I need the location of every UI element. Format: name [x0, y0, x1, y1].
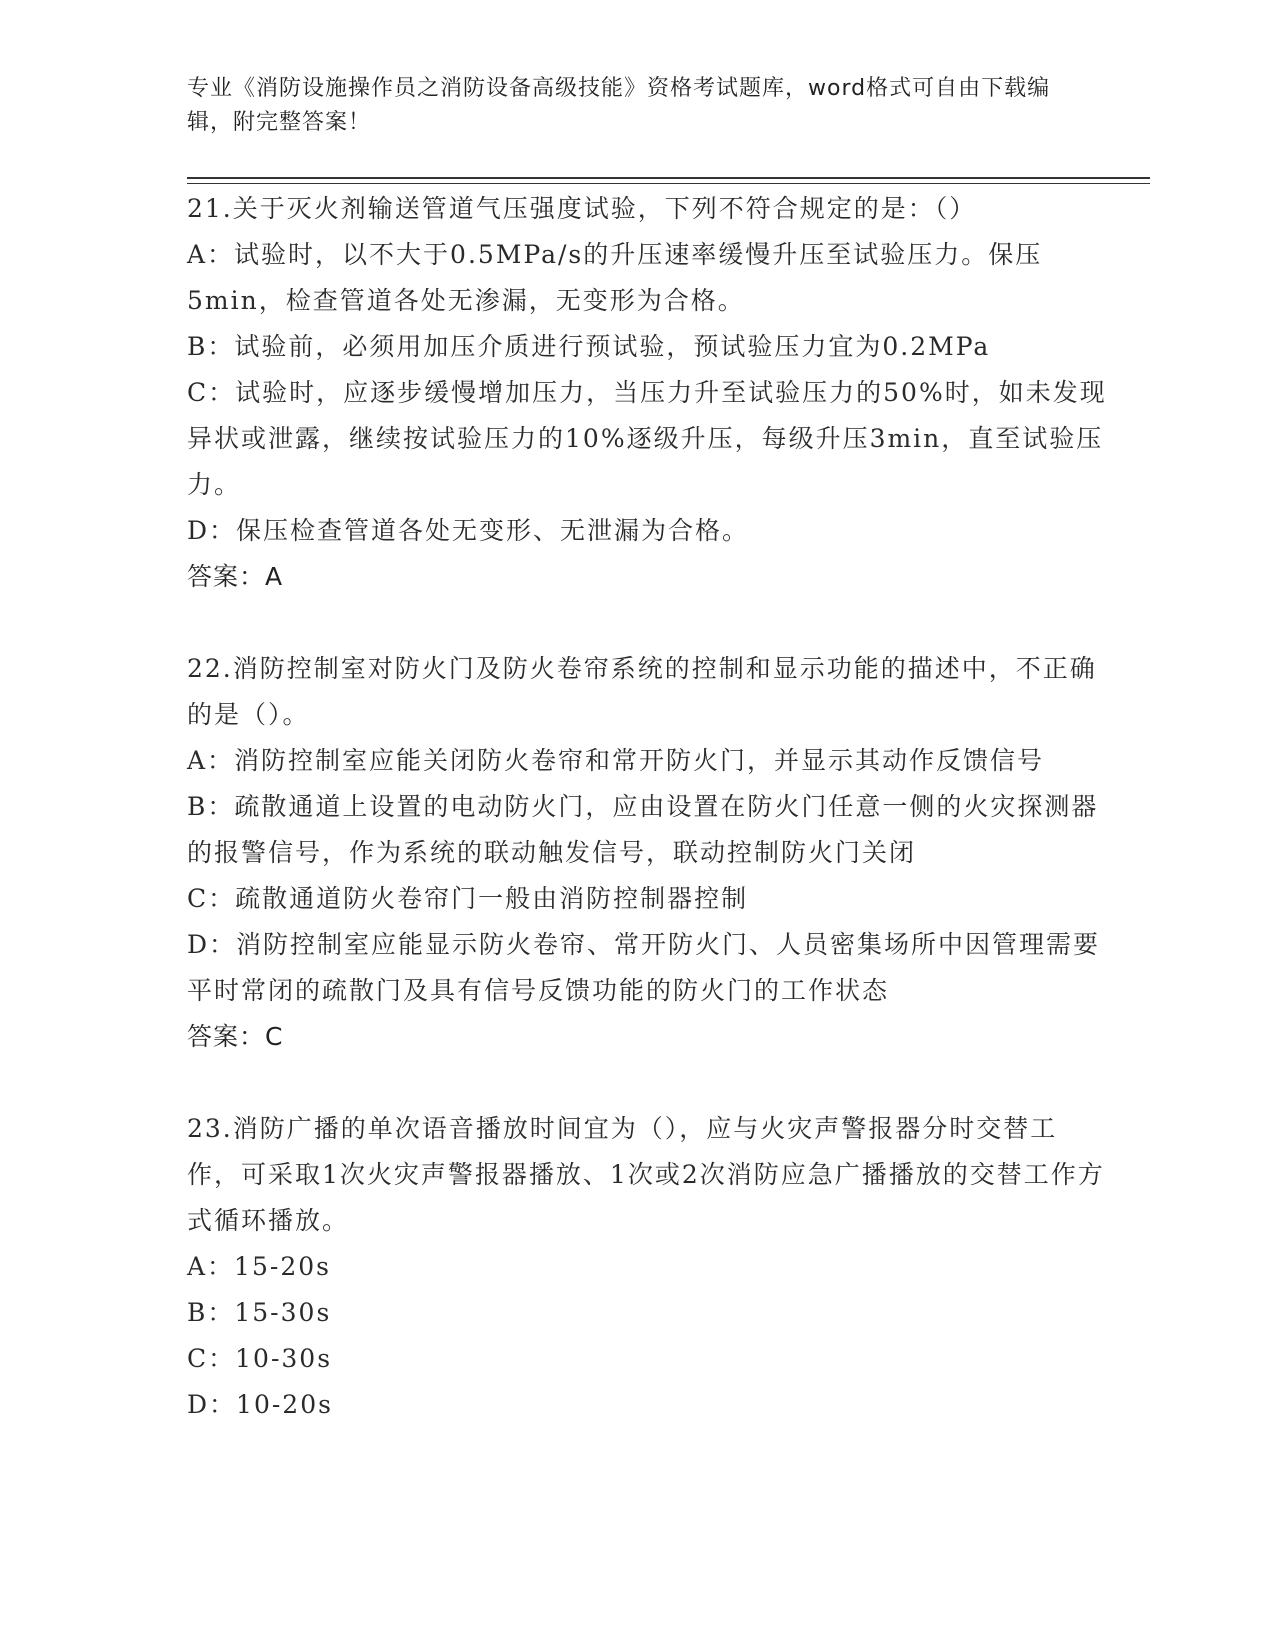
option-c: C：试验时，应逐步缓慢增加压力，当压力升至试验压力的50%时，如未发现异状或泄露，继续按试验压力的10%逐级升压，每级升压3min，直至试验压力。 — [187, 378, 1107, 499]
question-23 — [187, 1106, 1107, 1428]
option-a: A：试验时，以不大于0.5MPa/s的升压速率缓慢升压至试验压力。保压5min，检查管道各处无渗漏，无变形为合格。 — [187, 240, 1043, 315]
document-header — [187, 72, 1087, 140]
option-d: D：10-20s — [187, 1390, 333, 1419]
option-b: B：试验前，必须用加压介质进行预试验，预试验压力宜为0.2MPa — [187, 332, 991, 361]
option-d: D：保压检查管道各处无变形、无泄漏为合格。 — [187, 516, 750, 545]
question-stem: 22.消防控制室对防火门及防火卷帘系统的控制和显示功能的描述中，不正确的是（）。 — [187, 654, 1097, 729]
option-c: C：疏散通道防火卷帘门一般由消防控制器控制 — [187, 884, 749, 913]
answer-text: 答案：C — [187, 1022, 284, 1051]
question-stem: 23.消防广播的单次语音播放时间宜为（），应与火灾声警报器分时交替工作，可采取1次火灾声警报器播放、1次或2次消防应急广播播放的交替工作方式循环播放。 — [187, 1114, 1105, 1235]
answer-text: 答案：A — [187, 562, 284, 591]
question-21 — [187, 186, 1107, 600]
question-stem: 21.关于灭火剂输送管道气压强度试验，下列不符合规定的是：（） — [187, 194, 977, 223]
header-divider-thick — [187, 177, 1150, 179]
option-a: A：消防控制室应能关闭防火卷帘和常开防火门，并显示其动作反馈信号 — [187, 746, 1045, 775]
option-d: D：消防控制室应能显示防火卷帘、常开防火门、人员密集场所中因管理需要平时常闭的疏散门及具有信号反馈功能的防火门的工作状态 — [187, 930, 1101, 1005]
option-c: C：10-30s — [187, 1344, 333, 1373]
header-intro-text: 专业《消防设施操作员之消防设备高级技能》资格考试题库，word格式可自由下载编辑，附完整答案！ — [187, 76, 1051, 135]
option-b: B：15-30s — [187, 1298, 332, 1327]
question-22 — [187, 646, 1107, 1060]
option-b: B：疏散通道上设置的电动防火门，应由设置在防火门任意一侧的火灾探测器的报警信号，作为系统的联动触发信号，联动控制防火门关闭 — [187, 792, 1099, 867]
option-a: A：15-20s — [187, 1252, 331, 1281]
header-divider-thin — [187, 183, 1150, 184]
question-list — [187, 186, 1107, 1474]
